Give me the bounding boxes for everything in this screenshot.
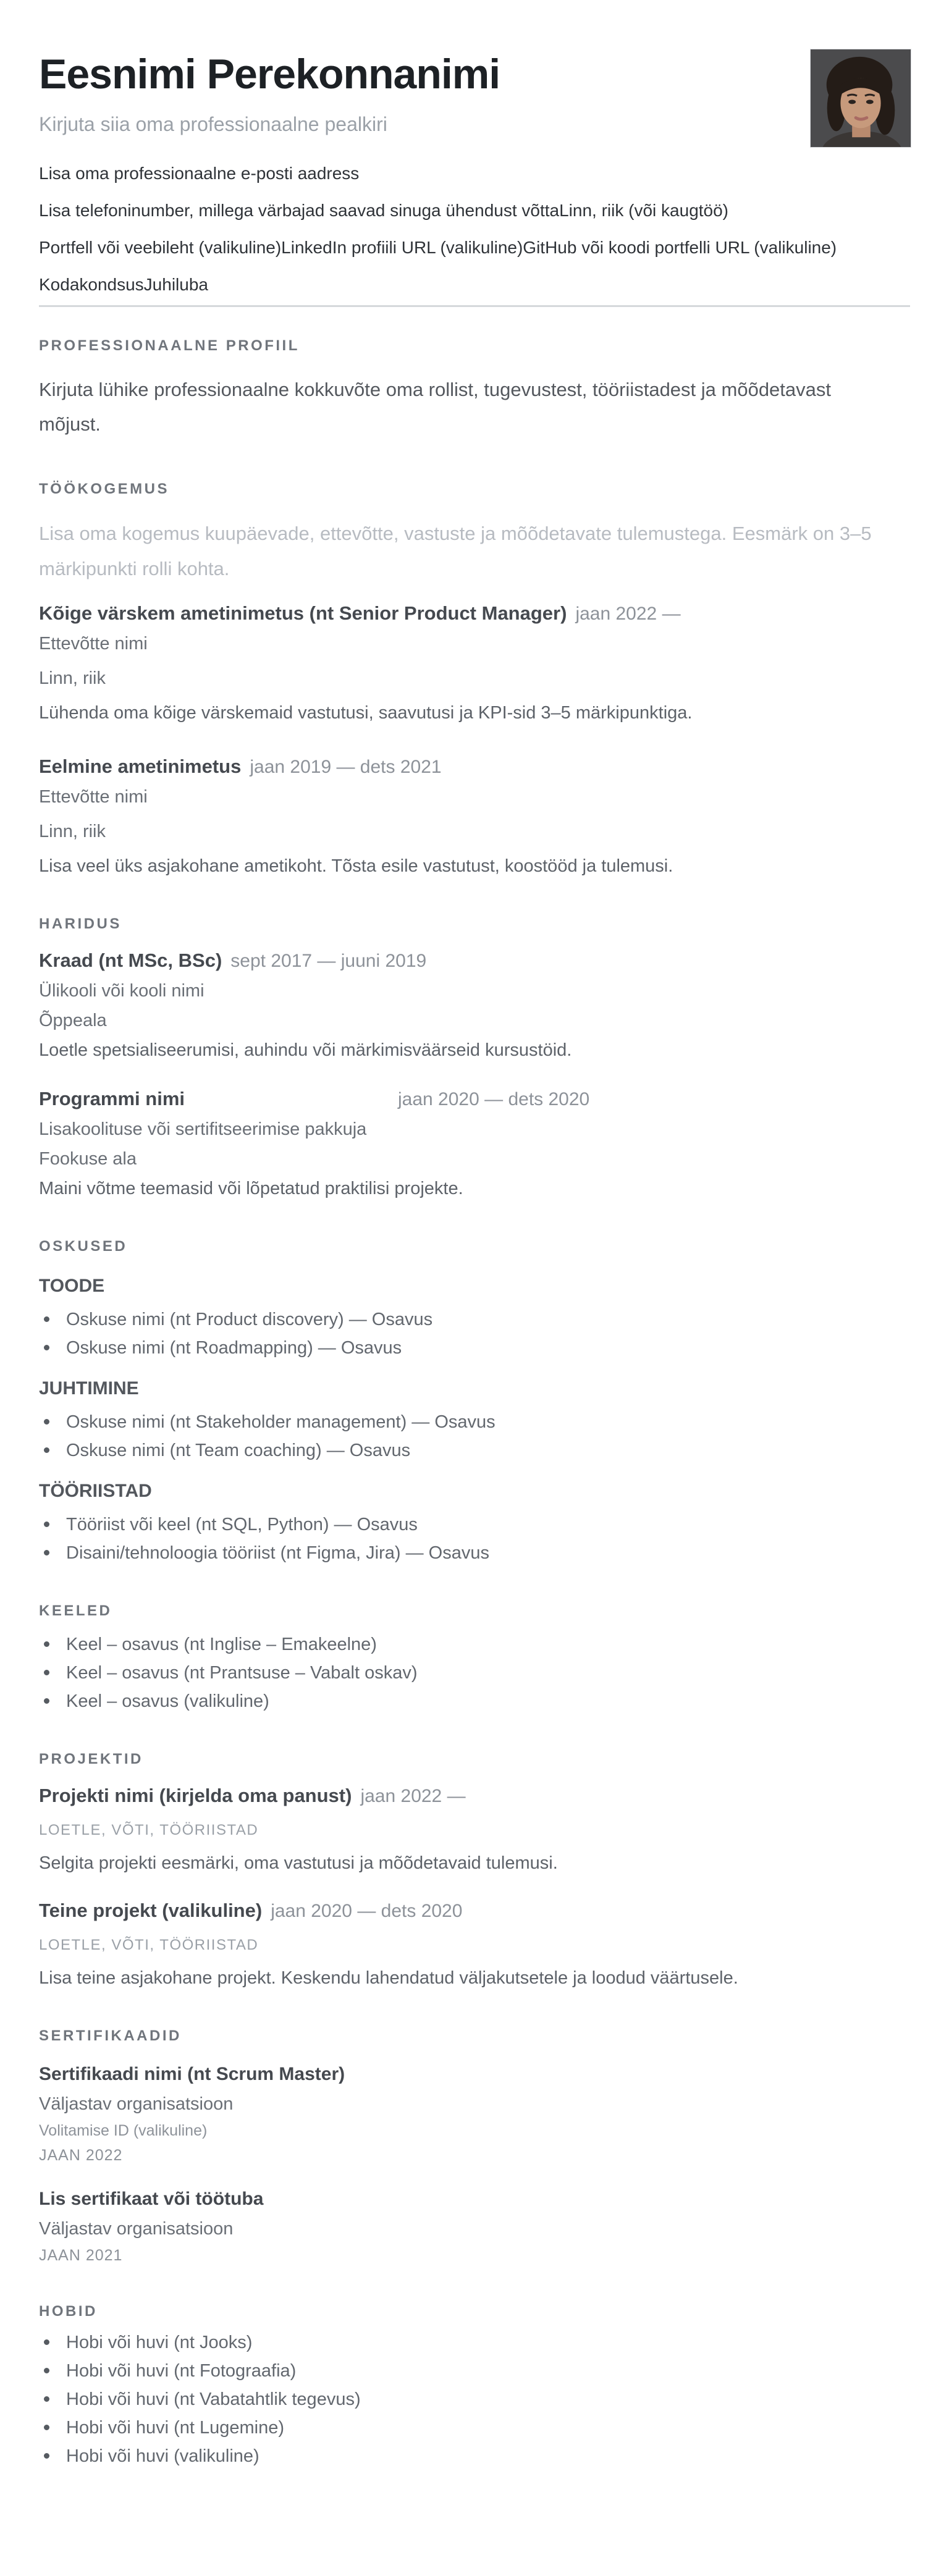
skill-item: Oskuse nimi (nt Product discovery) — Osavus (39, 1309, 910, 1330)
hobbies-list (39, 2332, 910, 2467)
section-title-profile: PROFESSIONAALNE PROFIIL (39, 337, 300, 354)
skills-group-product: TOODE (39, 1276, 105, 1296)
section-title-education: HARIDUS (39, 915, 122, 932)
certification-entry (39, 2064, 910, 2164)
certification-title: Lis sertifikaat või töötuba (39, 2189, 264, 2209)
languages-list (39, 1634, 910, 1712)
project-meta: LOETLE, VÕTI, TÖÖRIISTAD (39, 1822, 259, 1838)
job-location: Linn, riik (39, 668, 106, 688)
hobby-item: Hobi või huvi (nt Jooks) (39, 2332, 910, 2353)
job-entry (39, 602, 910, 723)
header-divider (39, 305, 910, 307)
certification-date: JAAN 2022 (39, 2147, 123, 2164)
education-dates: jaan 2020 — dets 2020 (398, 1089, 590, 1109)
education-header (39, 1088, 910, 1110)
certification-entry (39, 2189, 910, 2264)
skill-item: Tööriist või keel (nt SQL, Python) — Osavus (39, 1514, 910, 1535)
project-title: Teine projekt (valikuline) (39, 1900, 263, 1921)
profile-summary: Kirjuta lühike professionaalne kokkuvõte oma rollist, tugevustest, tööriistadest ja mõõdetavast mõjust. (39, 379, 832, 435)
language-item: Keel – osavus (valikuline) (39, 1691, 910, 1712)
company-name: Ettevõtte nimi (39, 634, 148, 654)
skills-group-leadership: JUHTIMINE (39, 1378, 139, 1399)
skill-item: Disaini/tehnoloogia tööriist (nt Figma, Jira) — Osavus (39, 1543, 910, 1564)
language-item: Keel – osavus (nt Inglise – Emakeelne) (39, 1634, 910, 1655)
project-entry (39, 1900, 910, 1989)
job-description: Lisa veel üks asjakohane ametikoht. Tõsta esile vastutust, koostööd ja tulemusi. (39, 856, 673, 876)
project-dates: jaan 2022 — (360, 1786, 466, 1806)
section-title-experience: TÖÖKOGEMUS (39, 481, 170, 497)
project-title: Projekti nimi (kirjelda oma panust) (39, 1785, 352, 1806)
job-title: Kõige värskem ametinimetus (nt Senior Product Manager) (39, 602, 567, 624)
degree-title: Kraad (nt MSc, BSc) (39, 949, 222, 971)
provider-name: Lisakoolituse või sertifitseerimise pakkuja (39, 1119, 367, 1139)
skill-item: Oskuse nimi (nt Roadmapping) — Osavus (39, 1337, 910, 1358)
job-dates: jaan 2022 — (575, 604, 681, 624)
job-dates: jaan 2019 — dets 2021 (250, 757, 442, 777)
credential-id: Volitamise ID (valikuline) (39, 2122, 208, 2139)
job-entry (39, 756, 910, 877)
hobby-item: Hobi või huvi (nt Vabatahtlik tegevus) (39, 2389, 910, 2410)
contact-line-email: Lisa oma professionaalne e-posti aadress (39, 164, 360, 183)
job-title: Eelmine ametinimetus (39, 756, 242, 777)
contact-line-phone-location: Lisa telefoninumber, millega värbajad saavad sinuga ühendust võttaLinn, riik (või kaugtöö) (39, 201, 729, 220)
experience-hint: Lisa oma kogemus kuupäevade, ettevõtte, vastuste ja mõõdetavate tulemustega. Eesmärk on 3–5 märkipunkti rolli kohta. (39, 523, 872, 579)
education-entry (39, 949, 910, 1061)
project-dates: jaan 2020 — dets 2020 (271, 1901, 463, 1921)
job-header (39, 756, 910, 778)
skills-group-tools: TÖÖRIISTAD (39, 1481, 152, 1501)
school-name: Ülikooli või kooli nimi (39, 981, 205, 1001)
job-header (39, 602, 910, 625)
project-header (39, 1900, 910, 1922)
certification-title: Sertifikaadi nimi (nt Scrum Master) (39, 2064, 345, 2084)
certification-date: JAAN 2021 (39, 2247, 123, 2264)
program-title: Programmi nimi (39, 1088, 185, 1109)
project-entry (39, 1785, 910, 1874)
language-item: Keel – osavus (nt Prantsuse – Vabalt oskav) (39, 1662, 910, 1683)
field-of-study: Õppeala (39, 1011, 107, 1030)
education-entry (39, 1088, 910, 1199)
skills-list-product (39, 1309, 910, 1358)
skill-item: Oskuse nimi (nt Team coaching) — Osavus (39, 1440, 910, 1461)
project-description: Selgita projekti eesmärki, oma vastutusi ja mõõdetavaid tulemusi. (39, 1853, 558, 1873)
contact-line-citizenship: KodakondsusJuhiluba (39, 275, 208, 294)
avatar-illustration (811, 49, 911, 147)
education-dates: sept 2017 — juuni 2019 (230, 951, 427, 971)
focus-area: Fookuse ala (39, 1149, 137, 1169)
issuing-org: Väljastav organisatsioon (39, 2094, 234, 2114)
contact-line-links: Portfell või veebileht (valikuline)LinkedIn profiili URL (valikuline)GitHub või koodi portfelli URL (valikuline) (39, 238, 837, 257)
project-meta: LOETLE, VÕTI, TÖÖRIISTAD (39, 1937, 259, 1953)
company-name: Ettevõtte nimi (39, 787, 148, 807)
resume-name: Eesnimi Perekonnanimi (39, 51, 500, 98)
education-note: Maini võtme teemasid või lõpetatud praktilisi projekte. (39, 1179, 463, 1198)
skill-item: Oskuse nimi (nt Stakeholder management) — Osavus (39, 1412, 910, 1433)
job-description: Lühenda oma kõige värskemaid vastutusi, saavutusi ja KPI-sid 3–5 märkipunktiga. (39, 703, 693, 723)
headline-placeholder: Kirjuta siia oma professionaalne pealkiri (39, 113, 387, 135)
job-location: Linn, riik (39, 822, 106, 841)
skills-list-tools (39, 1514, 910, 1564)
hobby-item: Hobi või huvi (nt Lugemine) (39, 2417, 910, 2438)
section-title-projects: PROJEKTID (39, 1751, 143, 1767)
hobby-item: Hobi või huvi (nt Fotograafia) (39, 2360, 910, 2381)
skills-list-leadership (39, 1412, 910, 1461)
project-header (39, 1785, 910, 1807)
section-title-hobbies: HOBID (39, 2303, 98, 2320)
profile-photo (810, 49, 911, 148)
education-header (39, 949, 910, 972)
section-title-certifications: SERTIFIKAADID (39, 2027, 182, 2044)
issuing-org: Väljastav organisatsioon (39, 2219, 234, 2239)
section-title-languages: KEELED (39, 1602, 112, 1619)
education-note: Loetle spetsialiseerumisi, auhindu või märkimisväärseid kursustöid. (39, 1040, 572, 1060)
project-description: Lisa teine asjakohane projekt. Keskendu lahendatud väljakutsetele ja loodud väärtusele. (39, 1968, 738, 1988)
hobby-item: Hobi või huvi (valikuline) (39, 2446, 910, 2467)
section-title-skills: OSKUSED (39, 1238, 128, 1255)
